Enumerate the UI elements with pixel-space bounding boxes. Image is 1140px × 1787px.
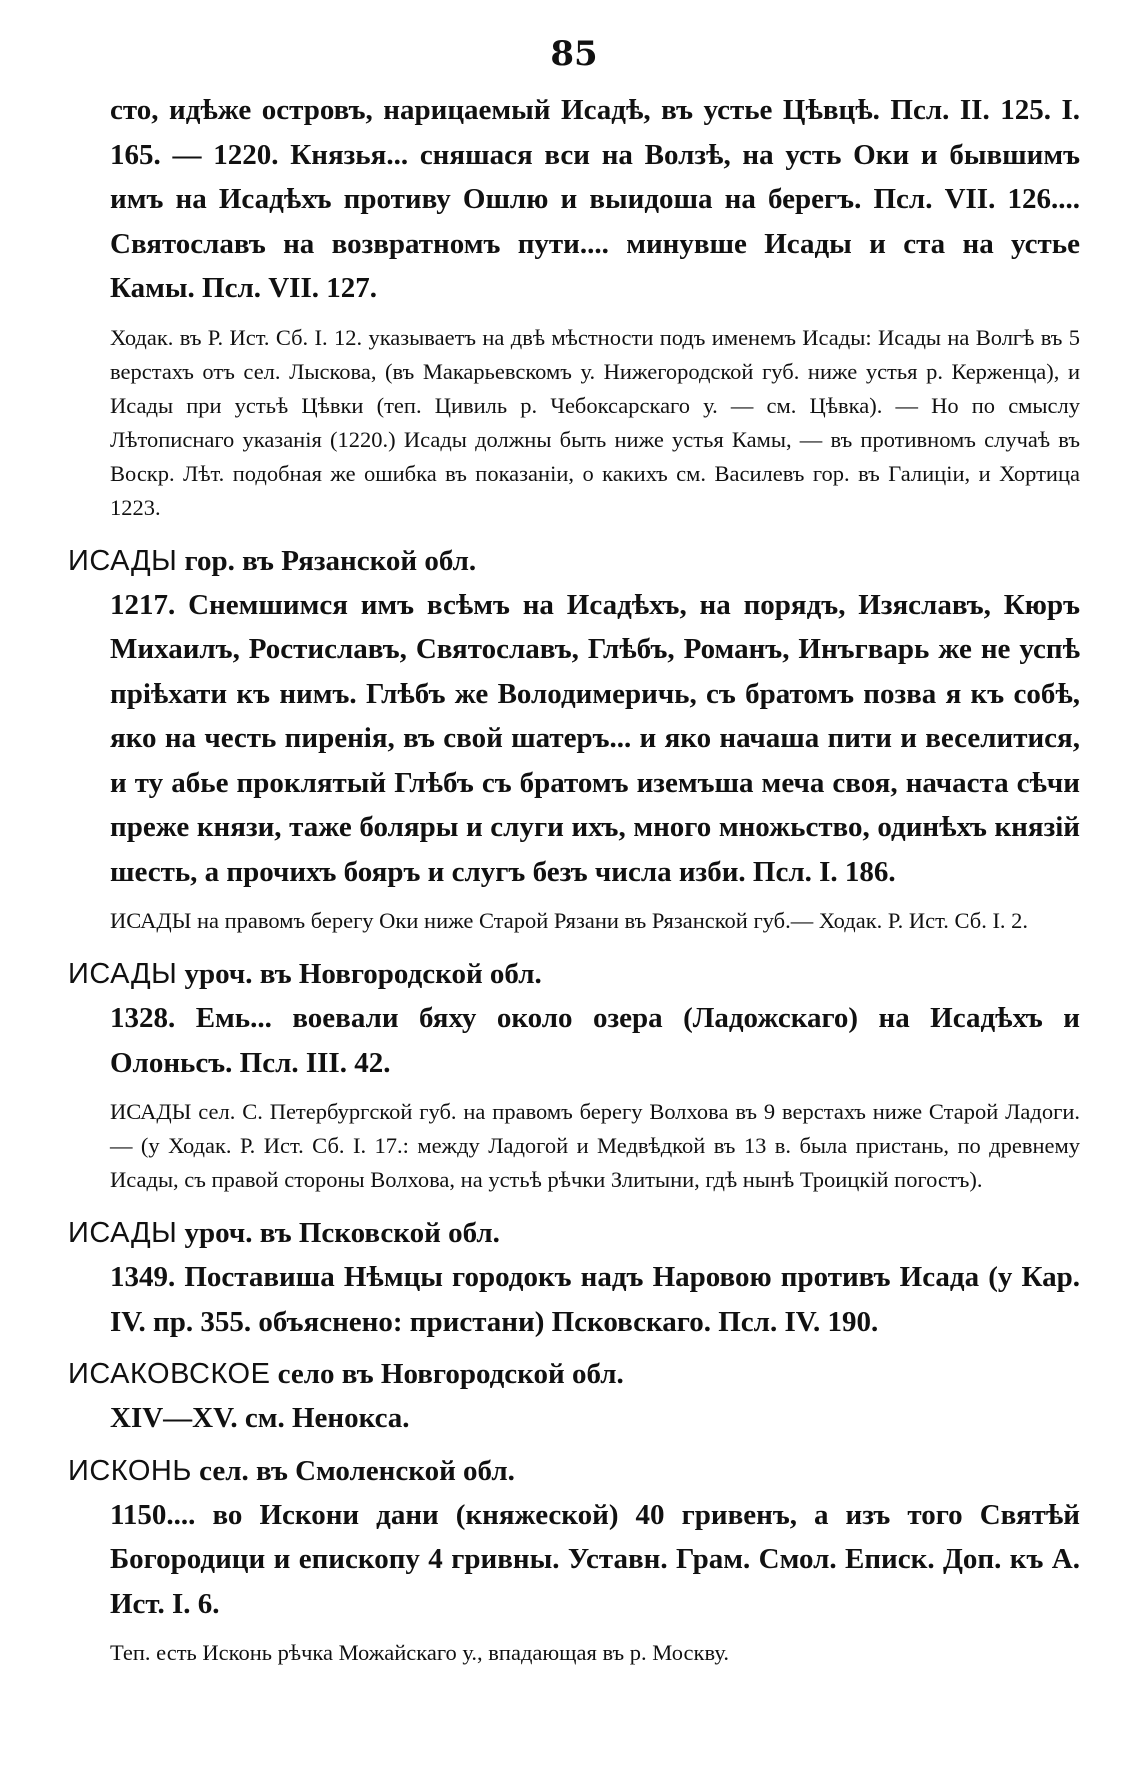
entry-note: ИСАДЫ сел. С. Петербургской губ. на правомъ берегу Волхова въ 9 верстахъ ниже Старой Ладоги. — (у Ходак. Р. Ист. Сб. I. 17.: между Ладогой и Медвѣдкой въ 13 в. была пристань, по древнему Исады, съ правой стороны Волхова, на устьѣ рѣчки Злитыни, гдѣ нынѣ Троицкій погостъ). [110,1099,1080,1192]
page-number: 85 [550,34,598,74]
entry-iskon [68,1449,1080,1671]
entry-isady-pskov [68,1211,1080,1344]
entry-heading [68,1352,1080,1396]
entry-heading [68,1211,1080,1255]
intro-text: сто, идѣже островъ, нарицаемый Исадѣ, въ устье Цѣвцѣ. Псл. II. 125. I. 165. — 1220. Князья... сняшася вси на Волзѣ, на усть Оки и бывшимъ имъ на Исадѣхъ противу Ошлю и выидоша на берегъ. Псл. VII. 126.... Святославъ на возвратномъ пути.... минувше Исады и ста на устье Камы. Псл. VII. 127. [110,94,1080,304]
entry-heading-rest: сел. въ Смоленской обл. [199,1454,515,1487]
entry-isady-novgorod [68,952,1080,1197]
entry-note: ИСАДЫ на правомъ берегу Оки ниже Старой Рязани въ Рязанской губ.— Ходак. Р. Ист. Сб. I. 2. [110,908,1029,933]
entry-text: 1349. Поставиша Нѣмцы городокъ надъ Наровою противъ Исада (у Кар. IV. пр. 355. объяснено: пристани) Псковскаго. Псл. IV. 190. [110,1261,1080,1338]
entry-note: Теп. есть Исконь рѣчка Можайскаго у., впадающая въ р. Москву. [110,1640,729,1665]
entry-heading [68,539,1080,583]
entry-isady-ryazan [68,539,1080,939]
entry-text: 1328. Емь... воевали бяху около озера (Ладожскаго) на Исадѣхъ и Олоньсъ. Псл. III. 42. [110,1002,1080,1079]
entry-heading-rest: гор. въ Рязанской обл. [184,544,477,577]
entry-headword: ИСАДЫ [68,544,178,577]
entry-heading [68,1449,1080,1493]
entry-text: 1150.... во Искони дани (княжеской) 40 гривенъ, а изъ того Святѣй Богородици и епископу 4 гривны. Уставн. Грам. Смол. Еписк. Доп. къ А. Ист. I. 6. [110,1498,1080,1620]
entry-text: 1217. Снемшимся имъ всѣмъ на Исадѣхъ, на порядъ, Изяславъ, Кюръ Михаилъ, Ростиславъ, Святославъ, Глѣбъ, Романъ, Инъгварь же не успѣ пріѣхати къ нимъ. Глѣбъ же Володимеричь, съ братомъ позва я къ собѣ, яко на честь пиренія, въ свой шатеръ... и яко начаша пити и веселитися, и ту абье проклятый Глѣбъ съ братомъ иземъша меча своя, начаста сѣчи преже князи, таже боляры и слуги ихъ, много множьство, одинѣхъ князій шесть, а прочихъ бояръ и слугъ безъ числа изби. Псл. I. 186. [110,588,1080,888]
entry-headword: ИСАДЫ [68,1217,178,1249]
entry-isakovskoe [68,1352,1080,1441]
entry-text: XIV—XV. см. Ненокса. [110,1402,410,1434]
entry-headword: ИСАКОВСКОЕ [68,1358,271,1390]
entry-heading-rest: уроч. въ Новгородской обл. [184,958,542,990]
intro-note: Ходак. въ Р. Ист. Сб. I. 12. указываетъ на двѣ мѣстности подъ именемъ Исады: Исады на Волгѣ въ 5 верстахъ отъ сел. Лыскова, (въ Макарьевскомъ у. Нижегородской губ. ниже устья р. Керженца), и Исады при устьѣ Цѣвки (теп. Цивиль р. Чебоксарскаго у. — см. Цѣвка). — Но по смыслу Лѣтописнаго указанія (1220.) Исады должны быть ниже устья Камы, — въ противномъ случаѣ въ Воскр. Лѣт. подобная же ошибка въ показаніи, о какихъ см. Василевъ гор. въ Галиціи, и Хортица 1223. [110,324,1080,520]
entry-heading-rest: уроч. въ Псковской обл. [184,1217,500,1249]
entry-heading-rest: село въ Новгородской обл. [277,1358,624,1390]
entry-heading [68,952,1080,996]
entry-headword: ИСАДЫ [68,958,178,990]
entry-headword: ИСКОНЬ [68,1454,192,1487]
